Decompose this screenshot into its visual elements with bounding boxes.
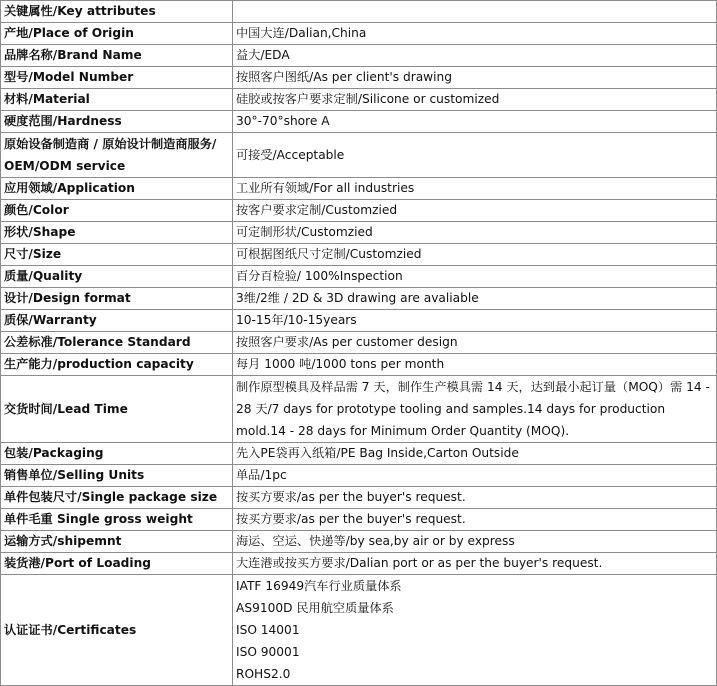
certificate-item: ISO 14001 (236, 623, 300, 637)
table-row (1, 509, 717, 531)
certificate-item: ROHS2.0 (236, 667, 291, 681)
attribute-value: 可定制形状/Customzied (233, 222, 717, 244)
attribute-value: 10-15年/10-15years (233, 310, 717, 332)
table-header-empty-cell (233, 1, 717, 23)
table-row (1, 244, 717, 266)
attribute-key: 生产能力/production capacity (1, 354, 233, 376)
table-row (1, 531, 717, 553)
table-row (1, 354, 717, 376)
attribute-value: 按买方要求/as per the buyer's request. (233, 509, 717, 531)
attribute-key: 颜色/Color (1, 200, 233, 222)
attribute-value: 按买方要求/as per the buyer's request. (233, 487, 717, 509)
attribute-key: 交货时间/Lead Time (1, 376, 233, 443)
attribute-key: 单件毛重 Single gross weight (1, 509, 233, 531)
attribute-key: 硬度范围/Hardness (1, 111, 233, 133)
attribute-key: 单件包装尺寸/Single package size (1, 487, 233, 509)
table-row (1, 133, 717, 178)
attribute-value: 益大/EDA (233, 45, 717, 67)
table-row (1, 465, 717, 487)
attribute-value: 按客户要求定制/Customzied (233, 200, 717, 222)
attribute-key: 认证证书/Certificates (1, 575, 233, 686)
attribute-key: 质保/Warranty (1, 310, 233, 332)
certificate-item: ISO 90001 (236, 645, 300, 659)
attribute-key: 材料/Material (1, 89, 233, 111)
attribute-key: 型号/Model Number (1, 67, 233, 89)
table-row (1, 310, 717, 332)
attribute-key: 包装/Packaging (1, 443, 233, 465)
attribute-value: 3维/2维 / 2D & 3D drawing are avaliable (233, 288, 717, 310)
attribute-value: 百分百检验/ 100%Inspection (233, 266, 717, 288)
attribute-key: 设计/Design format (1, 288, 233, 310)
attribute-key: 形状/Shape (1, 222, 233, 244)
table-row (1, 89, 717, 111)
attribute-value: 工业所有领域/For all industries (233, 178, 717, 200)
attribute-value: 单品/1pc (233, 465, 717, 487)
attribute-key: 质量/Quality (1, 266, 233, 288)
certificates-list (233, 575, 717, 686)
attribute-value: 中国大连/Dalian,China (233, 23, 717, 45)
attribute-key: 公差标准/Tolerance Standard (1, 332, 233, 354)
attribute-value: 硅胶或按客户要求定制/Silicone or customized (233, 89, 717, 111)
table-row (1, 200, 717, 222)
attribute-value: 可接受/Acceptable (233, 133, 717, 178)
certificate-item: AS9100D 民用航空质量体系 (236, 601, 394, 615)
attribute-value: 制作原型模具及样品需 7 天，制作生产模具需 14 天，达到最小起订量（MOQ）需 14 - 28 天/7 days for prototype tooling and samples.14 days for production mold.14 - 28 days for Minimum Order Quantity (MOQ). (233, 376, 717, 443)
attribute-value: 大连港或按买方要求/Dalian port or as per the buyer's request. (233, 553, 717, 575)
attribute-value: 按照客户要求/As per customer design (233, 332, 717, 354)
table-row (1, 487, 717, 509)
attribute-key: 装货港/Port of Loading (1, 553, 233, 575)
attribute-value: 每月 1000 吨/1000 tons per month (233, 354, 717, 376)
attribute-key: 产地/Place of Origin (1, 23, 233, 45)
attribute-key: 运输方式/shipemnt (1, 531, 233, 553)
attribute-key: 品牌名称/Brand Name (1, 45, 233, 67)
attribute-key: 销售单位/Selling Units (1, 465, 233, 487)
attribute-value: 可根据图纸尺寸定制/Customzied (233, 244, 717, 266)
table-row (1, 332, 717, 354)
table-row (1, 376, 717, 443)
table-row (1, 111, 717, 133)
attribute-key: 原始设备制造商 / 原始设计制造商服务/ OEM/ODM service (1, 133, 233, 178)
table-row (1, 178, 717, 200)
table-header-row (1, 1, 717, 23)
attribute-value: 按照客户图纸/As per client's drawing (233, 67, 717, 89)
table-row (1, 443, 717, 465)
table-row (1, 222, 717, 244)
table-row (1, 288, 717, 310)
table-row (1, 45, 717, 67)
attribute-value: 30°-70°shore A (233, 111, 717, 133)
attribute-key: 尺寸/Size (1, 244, 233, 266)
table-header: 关键属性/Key attributes (1, 1, 233, 23)
attribute-value: 先入PE袋再入纸箱/PE Bag Inside,Carton Outside (233, 443, 717, 465)
attribute-key: 应用领域/Application (1, 178, 233, 200)
attribute-value: 海运、空运、快递等/by sea,by air or by express (233, 531, 717, 553)
table-row (1, 266, 717, 288)
table-row (1, 553, 717, 575)
table-row (1, 23, 717, 45)
certificate-item: IATF 16949汽车行业质量体系 (236, 579, 402, 593)
table-row (1, 67, 717, 89)
certificates-row (1, 575, 717, 686)
